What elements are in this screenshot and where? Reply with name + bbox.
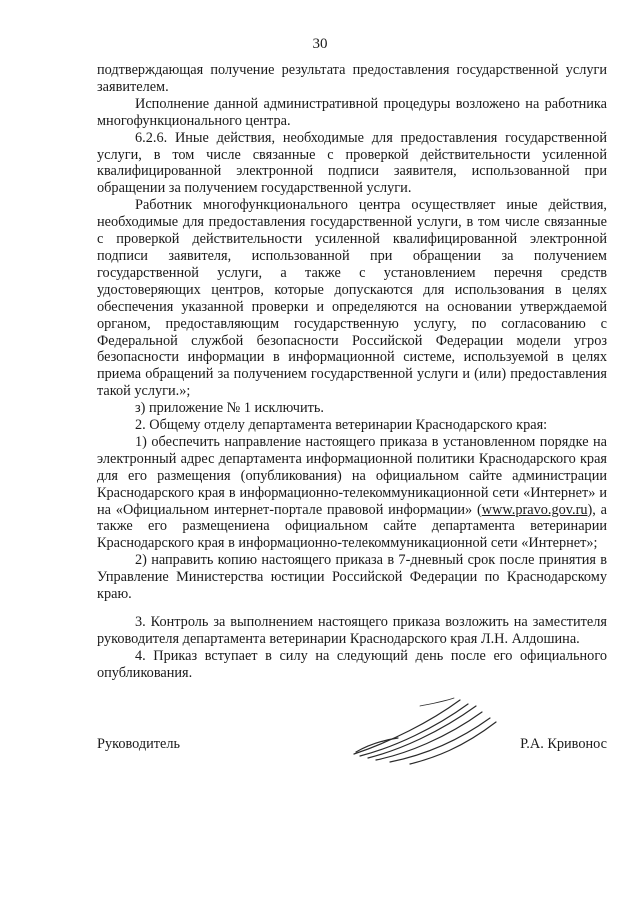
paragraph-6: 2. Общему отделу департамента ветеринарии Краснодарского края: bbox=[135, 417, 548, 434]
document-body bbox=[97, 62, 607, 682]
paragraph-7 bbox=[97, 434, 607, 552]
paragraph-10: 4. Приказ вступает в силу на следующий день после его официального опубликования. bbox=[97, 647, 607, 681]
handwritten-signature bbox=[350, 692, 500, 772]
paragraph-4: Работник многофункционального центра осуществляет иные действия, необходимые для предоставления государственной услуги, в том числе связанные с проверкой действительности усиленной квалифицированной электронной подписи заявителя, использованной при обращении за получением государственной услуги, а также с установлением перечня средств удостоверяющих центров, которые допускаются для использования в целях обеспечения указанной проверки и определяются на основании утверждаемой органом, предоставляющим государственную услугу, по согласованию с Федеральной службой безопасности Российской Федерации модели угроз безопасности информации в информационной системе, используемой в целях приема обращений за получением государственной услуги и (или) предоставления такой услуги.»; bbox=[97, 197, 607, 400]
paragraph-9: 3. Контроль за выполнением настоящего приказа возложить на заместителя руководителя департамента ветеринарии Краснодарского края Л.Н. Алдошина. bbox=[97, 614, 607, 647]
page-number: 30 bbox=[312, 36, 328, 52]
paragraph-7-text-a: 1) обеспечить направление настоящего приказа в установленном порядке на электронный адрес департамента информационной политики Краснодарского края для его размещения (опубликования) на официальном сайте администрации Краснодарского края в информационно-телекоммуникационной сети «Интернет» и на «Официальном интернет-портале правовой информации» ( bbox=[97, 433, 607, 518]
paragraph-7-text-b: ), а также его размещениена официальном сайте департамента ветеринарии Краснодарского края в информационно-телекоммуникационной сети «Интернет»; bbox=[97, 501, 607, 552]
signatory-name: Р.А. Кривонос bbox=[520, 736, 607, 752]
paragraph-8: 2) направить копию настоящего приказа в 7-дневный срок после принятия в Управление Министерства юстиции Российской Федерации по Краснодарскому краю. bbox=[97, 552, 607, 603]
paragraph-5: з) приложение № 1 исключить. bbox=[135, 400, 324, 417]
pravo-link[interactable]: www.pravo.gov.ru bbox=[481, 501, 588, 518]
paragraph-1: подтверждающая получение результата предоставления государственной услуги заявителем. bbox=[97, 62, 607, 95]
paragraph-2: Исполнение данной административной процедуры возложено на работника многофункционального центра. bbox=[97, 95, 607, 129]
signatory-title: Руководитель bbox=[97, 736, 181, 752]
paragraph-3: 6.2.6. Иные действия, необходимые для предоставления государственной услуги, в том числе связанные с проверкой действительности усиленной квалифицированной электронной подписи заявителя, использованной при обращении за получением государственной услуги. bbox=[97, 129, 607, 197]
